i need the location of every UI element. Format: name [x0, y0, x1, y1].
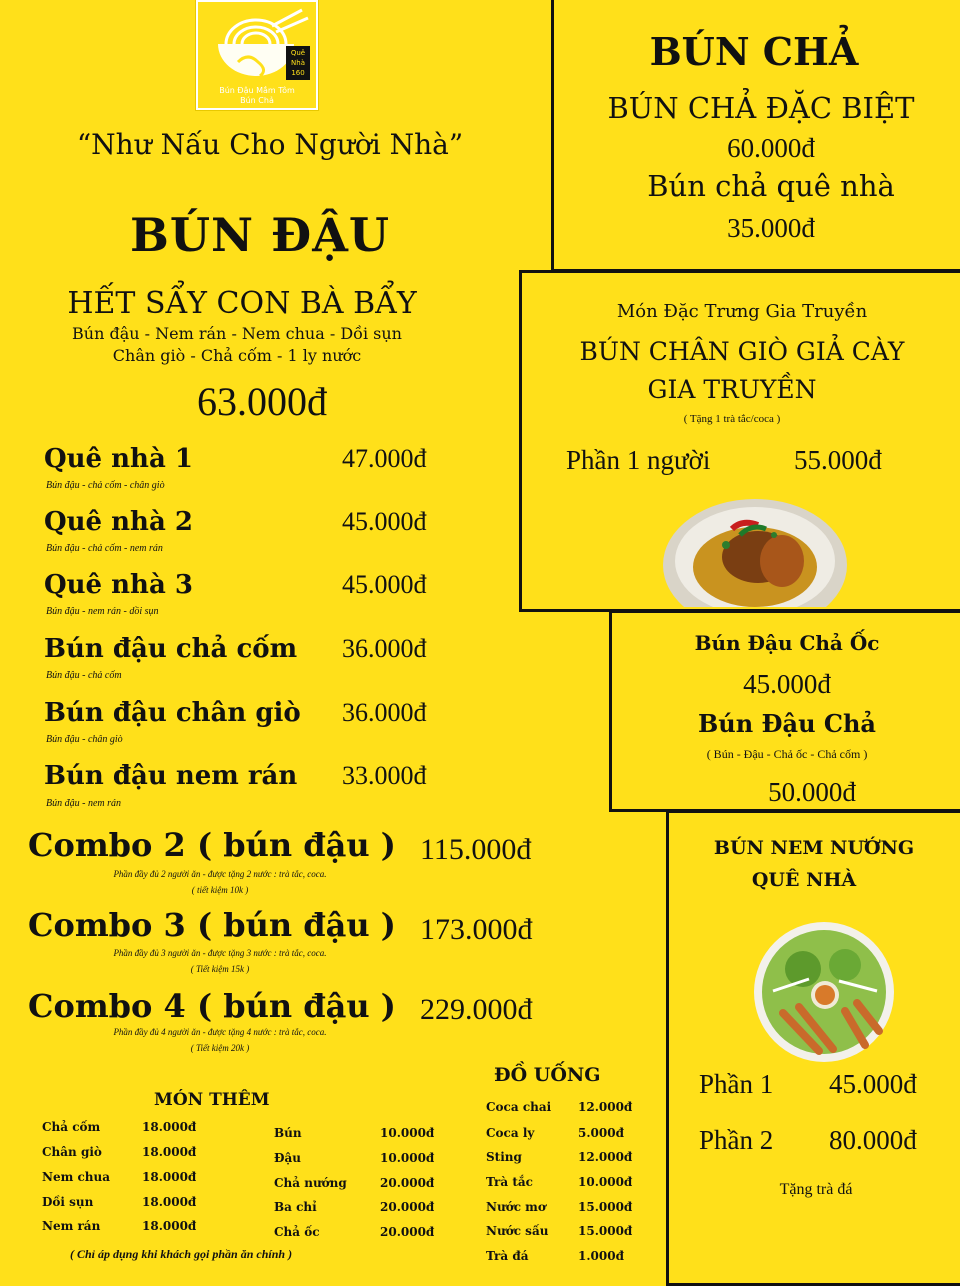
- combo-name: Combo 3 ( bún đậu ): [28, 906, 396, 944]
- extra-item-name: Dồi sụn: [42, 1195, 94, 1209]
- cha-oc-box: [609, 610, 960, 812]
- drink-name: Nước mơ: [486, 1200, 546, 1214]
- do-uong-heading: ĐỒ UỐNG: [494, 1064, 601, 1086]
- bun-cha-item1-price: 60.000đ: [727, 133, 815, 163]
- extra-item-price: 20.000đ: [380, 1225, 435, 1239]
- menu-item-name: Quê nhà 2: [44, 507, 193, 537]
- extra-item-name: Chả ốc: [274, 1225, 320, 1239]
- mon-them-note: ( Chỉ áp dụng khi khách gọi phần ăn chính ): [70, 1247, 293, 1261]
- combo-desc: Phần đầy đủ 2 người ăn - được tặng 2 nước : trà tắc, coca. ( tiết kiệm 10k ): [113, 869, 327, 895]
- chan-gio-portion-label: Phần 1 người: [566, 445, 711, 475]
- menu-item-name: Quê nhà 1: [44, 444, 193, 474]
- menu-item-name: Quê nhà 3: [44, 570, 193, 600]
- drink-name: Sting: [486, 1150, 522, 1164]
- extra-item-price: 10.000đ: [380, 1126, 435, 1140]
- chan-gio-portion-price: 55.000đ: [794, 445, 882, 475]
- nem-nuong-title-2: QUÊ NHÀ: [751, 869, 857, 891]
- drink-price: 10.000đ: [578, 1175, 633, 1189]
- drink-price: 15.000đ: [578, 1200, 633, 1214]
- extra-item-name: Chả cốm: [42, 1120, 101, 1134]
- logo: [196, 0, 318, 110]
- drink-name: Coca ly: [486, 1126, 535, 1140]
- logo-badge: Quê Nhà 160: [286, 46, 310, 80]
- bun-cha-heading: BÚN CHẢ: [649, 29, 859, 74]
- extra-item-price: 18.000đ: [142, 1219, 197, 1233]
- slogan: “Như Nấu Cho Người Nhà”: [76, 128, 464, 161]
- menu-item-price: 45.000đ: [342, 570, 427, 599]
- chan-gio-title-2: GIA TRUYỀN: [647, 375, 817, 404]
- chan-gio-box: [519, 270, 960, 612]
- nem-nuong-plate-image: [753, 921, 895, 1063]
- menu-item-price: 33.000đ: [342, 761, 427, 790]
- extra-item-name: Chả nướng: [274, 1176, 347, 1190]
- special-desc-2: Chân giò - Chả cốm - 1 ly nước: [112, 346, 362, 365]
- drink-name: Trà tắc: [486, 1175, 533, 1189]
- nem-nuong-box: [666, 810, 960, 1286]
- bun-dau-heading: BÚN ĐẬU: [129, 208, 391, 262]
- drink-name: Trà đá: [486, 1249, 529, 1263]
- combo-price: 173.000đ: [420, 913, 533, 946]
- bun-cha-item2-name: Bún chả quê nhà: [647, 169, 895, 203]
- menu-item-name: Bún đậu chả cốm: [44, 634, 298, 664]
- menu-item-price: 47.000đ: [342, 444, 427, 473]
- combo-name: Combo 2 ( bún đậu ): [28, 826, 396, 864]
- menu-item-desc: Bún đậu - nem rán: [46, 798, 121, 809]
- extra-item-price: 20.000đ: [380, 1200, 435, 1214]
- extra-item-name: Bún: [274, 1126, 302, 1140]
- extra-item-name: Đậu: [274, 1151, 301, 1165]
- drink-price: 12.000đ: [578, 1150, 633, 1164]
- menu-item-name: Bún đậu chân giò: [44, 698, 301, 728]
- chan-gio-bowl-image: [662, 499, 848, 607]
- cha-oc-item1-price: 45.000đ: [743, 669, 831, 699]
- combo-desc: Phần đầy đủ 3 người ăn - được tặng 3 nước : trà tắc, coca. ( Tiết kiệm 15k ): [113, 948, 327, 974]
- extra-item-name: Nem rán: [42, 1219, 101, 1233]
- menu-item-price: 36.000đ: [342, 698, 427, 727]
- menu-item-name: Bún đậu nem rán: [44, 761, 298, 791]
- combo-name: Combo 4 ( bún đậu ): [28, 987, 396, 1025]
- extra-item-price: 20.000đ: [380, 1176, 435, 1190]
- special-name: HẾT SẨY CON BÀ BẨY: [67, 286, 417, 321]
- cha-oc-item2-desc: ( Bún - Đậu - Chả ốc - Chả cốm ): [706, 747, 868, 761]
- combo-price: 229.000đ: [420, 993, 533, 1026]
- drink-price: 15.000đ: [578, 1224, 633, 1238]
- combo-price: 115.000đ: [420, 833, 532, 866]
- cha-oc-item2-name: Bún Đậu Chả: [698, 709, 876, 738]
- menu-item-desc: Bún đậu - nem rán - dồi sụn: [46, 606, 159, 617]
- cha-oc-item1-name: Bún Đậu Chả Ốc: [694, 631, 880, 655]
- special-price: 63.000đ: [197, 379, 327, 424]
- nem-nuong-portion2-price: 80.000đ: [829, 1125, 917, 1155]
- bun-cha-item2-price: 35.000đ: [727, 213, 815, 243]
- extra-item-price: 18.000đ: [142, 1195, 197, 1209]
- nem-nuong-portion1-price: 45.000đ: [829, 1069, 917, 1099]
- nem-nuong-portion2-label: Phần 2: [699, 1125, 774, 1155]
- menu-item-desc: Bún đậu - chả cốm - chân giò: [46, 480, 165, 491]
- drink-name: Coca chai: [486, 1100, 552, 1114]
- bun-cha-item1-name: BÚN CHẢ ĐẶC BIỆT: [607, 91, 915, 125]
- extra-item-price: 18.000đ: [142, 1120, 197, 1134]
- combo-desc: Phần đầy đủ 4 người ăn - được tặng 4 nước : trà tắc, coca. ( Tiết kiệm 20k ): [113, 1027, 327, 1053]
- extra-item-price: 10.000đ: [380, 1151, 435, 1165]
- extra-item-name: Nem chua: [42, 1170, 111, 1184]
- chan-gio-title-1: BÚN CHÂN GIÒ GIẢ CÀY: [579, 337, 905, 366]
- nem-nuong-gift: Tặng trà đá: [779, 1181, 853, 1198]
- cha-oc-item2-price: 50.000đ: [768, 777, 856, 807]
- chan-gio-gift: ( Tặng 1 trà tắc/coca ): [683, 413, 781, 425]
- menu-item-desc: Bún đậu - chả cốm: [46, 670, 122, 681]
- bun-cha-box: [551, 0, 960, 272]
- extra-item-price: 18.000đ: [142, 1145, 197, 1159]
- nem-nuong-title-1: BÚN NEM NƯỚNG: [713, 837, 915, 859]
- extra-item-name: Ba chỉ: [274, 1200, 317, 1214]
- drink-name: Nước sấu: [486, 1224, 549, 1238]
- nem-nuong-portion1-label: Phần 1: [699, 1069, 774, 1099]
- mon-them-heading: MÓN THÊM: [154, 1090, 270, 1110]
- menu-item-price: 36.000đ: [342, 634, 427, 663]
- menu-item-desc: Bún đậu - chân giò: [46, 734, 123, 745]
- drink-price: 12.000đ: [578, 1100, 633, 1114]
- extra-item-name: Chân giò: [42, 1145, 102, 1159]
- logo-caption: Bún Đậu Mắm Tôm Bún Chả: [219, 86, 295, 105]
- special-desc-1: Bún đậu - Nem rán - Nem chua - Dồi sụn: [72, 324, 402, 343]
- chan-gio-subtitle: Món Đặc Trưng Gia Truyền: [616, 301, 868, 322]
- menu-item-desc: Bún đậu - chả cốm - nem rán: [46, 543, 163, 554]
- menu-item-price: 45.000đ: [342, 507, 427, 536]
- extra-item-price: 18.000đ: [142, 1170, 197, 1184]
- drink-price: 1.000đ: [578, 1249, 624, 1263]
- drink-price: 5.000đ: [578, 1126, 624, 1140]
